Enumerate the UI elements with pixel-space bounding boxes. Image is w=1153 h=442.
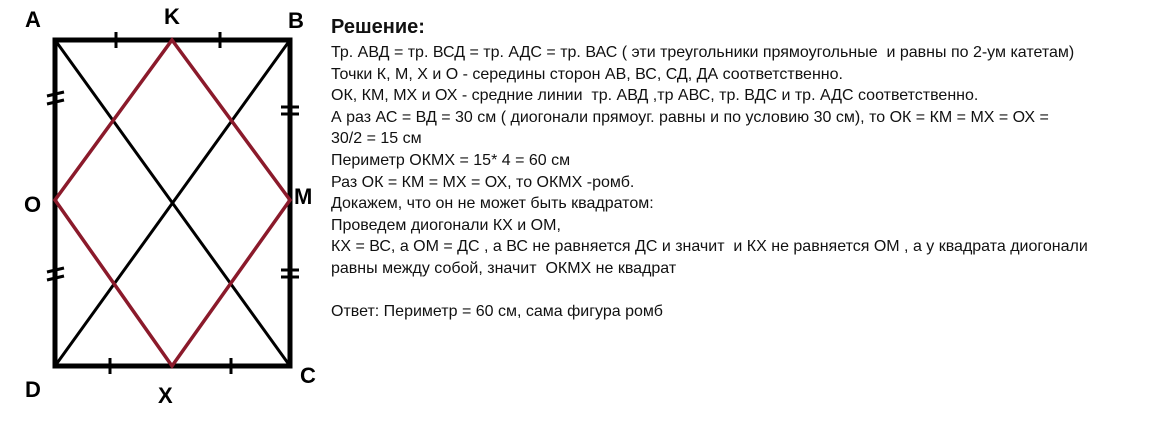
solution-text [331,14,1146,323]
solution-line: Периметр ОКМХ = 15* 4 = 60 см [331,151,571,169]
solution-line: КХ = ВС, а ОМ = ДС , а ВС не равняется ДС и значит и КХ не равняется ОМ , а у квадрата диогонали [331,238,1088,256]
vertex-label-o: O [24,192,42,217]
vertex-label-c: C [300,363,316,388]
solution-line: Тр. АВД = тр. ВСД = тр. АДС = тр. ВАС ( эти треугольники прямоугольные и равны по 2-ум катетам) [331,44,1075,61]
solution-line: Проведем диогонали КХ и ОМ, [331,216,561,234]
vertex-label-k: K [164,4,180,29]
vertex-label-d: D [25,377,41,402]
solution-title: Решение: [331,16,425,38]
solution-line: равны между собой, значит ОКМХ не квадрат [331,259,677,277]
vertex-label-m: M [294,184,313,209]
vertex-label-x: X [158,383,173,408]
vertex-label-a: A [25,7,41,32]
solution-line: Точки К, М, Х и О - середины сторон АВ, ВС, СД, ДА соответственно. [331,65,843,83]
rectangle-figure [0,0,330,442]
vertex-label-b: B [288,8,304,33]
solution-line: Докажем, что он не может быть квадратом: [331,195,654,213]
solution-line: А раз АС = ВД = 30 см ( диогонали прямоуг. равны и по условию 30 см), то ОК = КМ = МХ = ОХ = [331,108,1049,126]
solution-line: Раз ОК = КМ = МХ = ОХ, то ОКМХ -ромб. [331,173,635,191]
solution-line: ОК, КМ, МХ и ОХ - средние линии тр. АВД ,тр АВС, тр. ВДС и тр. АДС соответственно. [331,87,979,105]
blank-line [331,280,1146,302]
solution-line: 30/2 = 15 см [331,130,422,148]
answer-line: Ответ: Периметр = 60 см, сама фигура ромб [331,303,663,321]
